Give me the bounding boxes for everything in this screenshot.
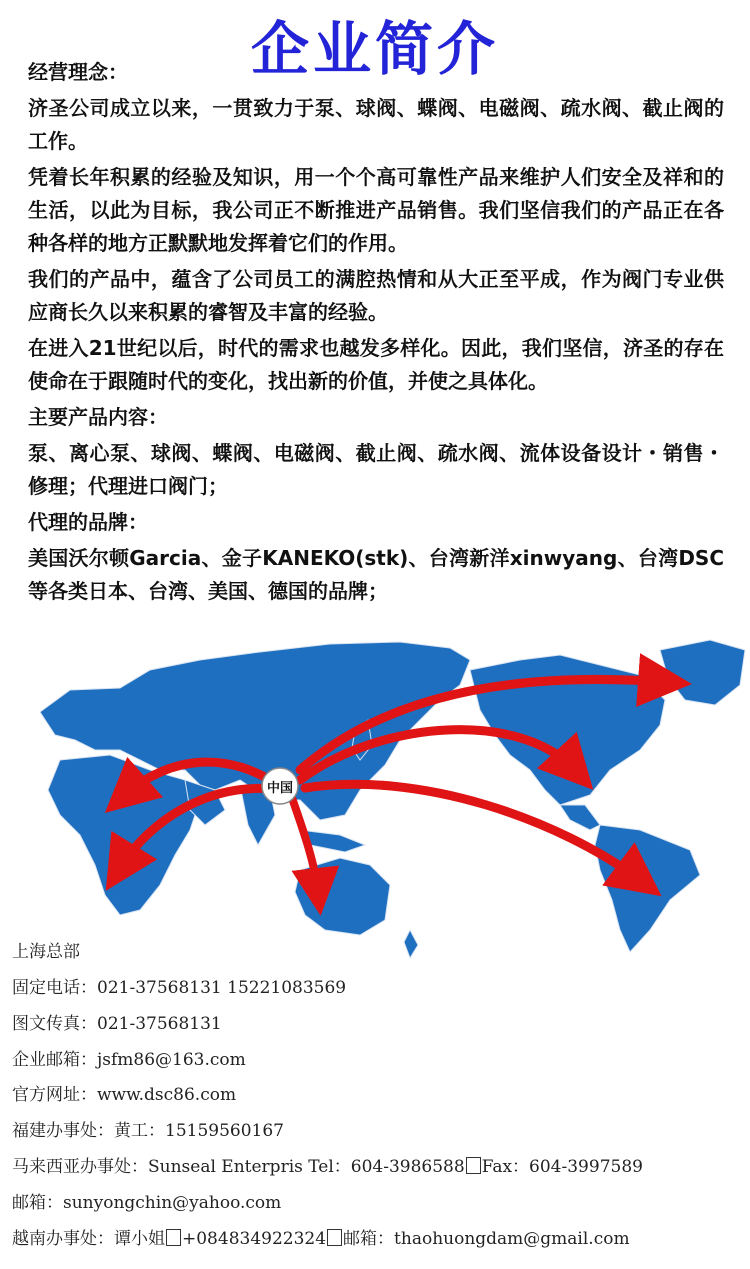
brands-heading: 代理的品牌：	[28, 510, 148, 534]
china-marker	[262, 768, 298, 804]
products-heading: 主要产品内容：	[28, 405, 168, 429]
website-line: 官方网址：www.dsc86.com	[12, 1085, 237, 1105]
greenland-landmass	[660, 640, 745, 705]
vietnam-office-line	[12, 1221, 742, 1257]
separator-glyph	[166, 1229, 181, 1246]
separator-glyph	[466, 1157, 481, 1174]
brands-text: 美国沃尔顿Garcia、金子KANEKO(stk)、台湾新洋xinwyang、台湾DSC等各类日本、台湾、美国、德国的品牌；	[28, 546, 724, 603]
vietnam-office-email: 邮箱：thaohuongdam@gmail.com	[343, 1229, 630, 1249]
fujian-office-line: 福建办事处：黄工：15159560167	[12, 1121, 284, 1141]
fax-line: 图文传真：021-37568131	[12, 1014, 222, 1034]
contact-section	[12, 934, 742, 1257]
intro-paragraph-2: 凭着长年积累的经验及知识，用一个个高可靠性产品来维护人们安全及祥和的生活，以此为目标，我公司正不断推进产品销售。我们坚信我们的产品正在各种各样的地方正默默地发挥着它们的作用。	[28, 165, 724, 255]
world-map	[0, 630, 750, 960]
email-line: 企业邮箱：jsfm86@163.com	[12, 1050, 246, 1070]
hq-label: 上海总部	[12, 942, 80, 962]
separator-glyph	[327, 1229, 342, 1246]
intro-section	[28, 56, 724, 611]
central-america-landmass	[560, 805, 600, 830]
malaysia-email-line: 邮箱：sunyongchin@yahoo.com	[12, 1193, 282, 1213]
malaysia-office-tel: 马来西亚办事处：Sunseal Enterpris Tel：604-3986588	[12, 1157, 465, 1177]
products-text: 泵、离心泵、球阀、蝶阀、电磁阀、截止阀、疏水阀、流体设备设计・销售・修理；代理进口阀门；	[28, 441, 724, 498]
africa-landmass	[48, 755, 200, 915]
page-title: 企业简介	[250, 15, 499, 83]
intro-paragraph-3: 我们的产品中，蕴含了公司员工的满腔热情和从大正至平成，作为阀门专业供应商长久以来积累的睿智及丰富的经验。	[28, 267, 724, 324]
vietnam-office-phone: +084834922324	[182, 1229, 327, 1249]
philosophy-heading: 经营理念：	[28, 60, 128, 84]
malaysia-office-line	[12, 1149, 742, 1185]
intro-paragraph-4: 在进入21世纪以后，时代的需求也越发多样化。因此，我们坚信，济圣的存在使命在于跟随时代的变化，找出新的价值，并使之具体化。	[28, 336, 724, 393]
intro-paragraph-1: 济圣公司成立以来，一贯致力于泵、球阀、蝶阀、电磁阀、疏水阀、截止阀的工作。	[28, 96, 724, 153]
malaysia-office-fax: Fax：604-3997589	[481, 1157, 643, 1177]
china-label: 中国	[266, 781, 294, 796]
world-map-graphic	[0, 630, 750, 960]
south-america-landmass	[595, 825, 700, 952]
vietnam-office-contact: 越南办事处：谭小姐	[12, 1229, 165, 1249]
phone-line: 固定电话：021-37568131 15221083569	[12, 978, 347, 998]
australia-landmass	[295, 858, 390, 935]
